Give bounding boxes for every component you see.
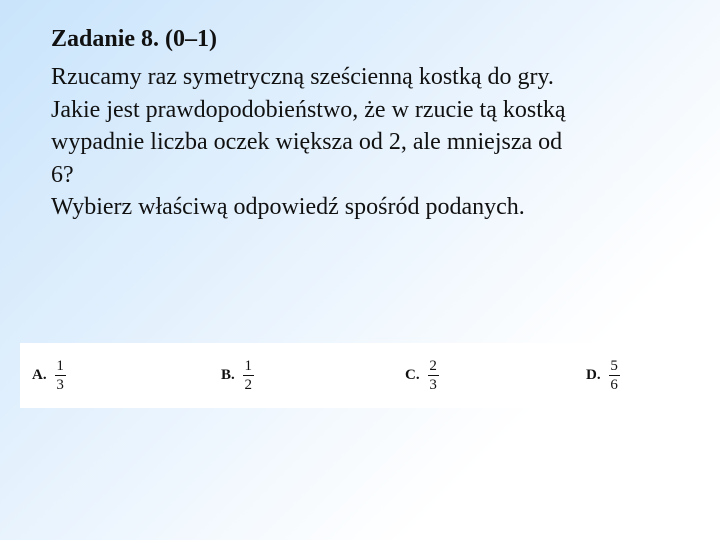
fraction [243,358,254,393]
fraction-denominator: 2 [244,377,253,393]
answer-option-d[interactable] [586,343,620,408]
answer-option-c[interactable] [405,343,439,408]
question-line: wypadnie liczba oczek większa od 2, ale mniejsza od [51,129,563,155]
answer-options [20,343,720,408]
fraction [609,358,620,393]
fraction-bar [428,375,439,376]
task-heading: Zadanie 8. (0–1) [51,26,218,52]
option-letter: B. [221,367,235,383]
option-letter: A. [32,367,47,383]
fraction-bar [243,375,254,376]
answer-option-b[interactable] [221,343,254,408]
fraction-denominator: 3 [429,377,437,393]
answer-option-a[interactable] [32,343,66,408]
fraction-bar [55,375,66,376]
question-line: Rzucamy raz symetryczną sześcienną kostką do gry. [51,64,554,90]
fraction-bar [609,375,620,376]
question-line: 6? [51,161,74,188]
fraction-denominator: 3 [56,377,64,393]
question-line: Jakie jest prawdopodobieństwo, że w rzucie tą kostką [51,96,566,123]
option-letter: D. [586,367,601,383]
fraction-numerator: 5 [610,358,618,374]
fraction-denominator: 6 [610,377,618,393]
fraction [55,358,66,393]
instruction-line: Wybierz właściwą odpowiedź spośród podanych. [51,194,525,220]
fraction-numerator: 1 [56,358,64,374]
fraction [428,358,439,393]
task-question [51,61,701,224]
fraction-numerator: 1 [244,358,253,374]
option-letter: C. [405,367,420,383]
fraction-numerator: 2 [429,358,437,374]
